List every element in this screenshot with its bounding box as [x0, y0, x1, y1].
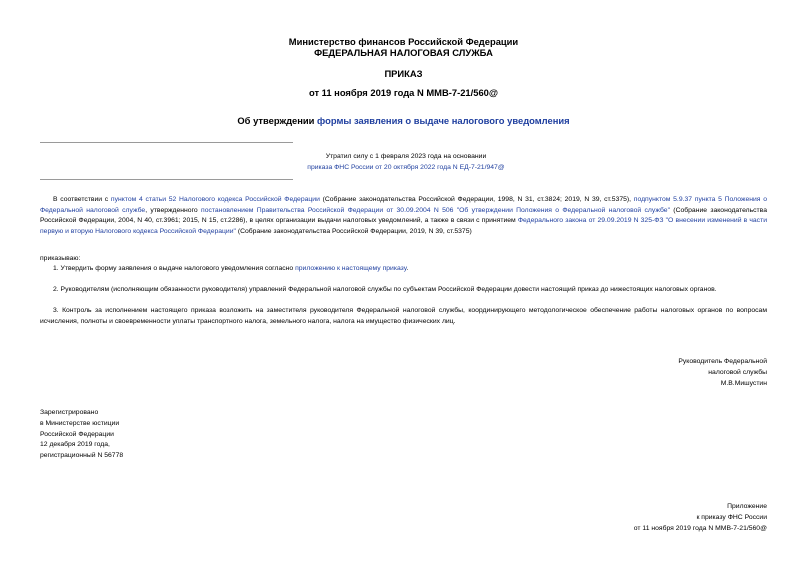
order-word: приказываю: — [40, 255, 81, 262]
signature-line-1: Руководитель Федеральной — [678, 358, 767, 365]
registration-block — [40, 408, 123, 462]
appendix-block — [634, 501, 767, 534]
preamble-text-3: , утвержденного — [145, 206, 202, 214]
signature-line-2: налоговой службы — [708, 369, 767, 376]
divider-top — [40, 142, 293, 143]
appendix-line-2: к приказу ФНС России — [696, 514, 767, 521]
ministry-name: Министерство финансов Российской Федерации — [288, 36, 519, 47]
registration-line-4: 12 декабря 2019 года, — [40, 441, 110, 449]
registration-line-2: в Министерстве юстиции — [40, 419, 120, 427]
order-item-1 — [53, 264, 408, 274]
preamble-link-federal-law[interactable]: Федерального закона от 29.09.2019 N 325-ФЗ "О внесении изменений в части первую и вторую Налогового кодекса Российской Федерации" — [40, 217, 767, 236]
document-title — [0, 115, 807, 126]
registration-line-5: регистрационный N 56778 — [40, 452, 124, 460]
document-date-number: от 11 ноября 2019 года N ММВ-7-21/560@ — [308, 87, 499, 98]
document-type: ПРИКАЗ — [384, 68, 423, 79]
item-1-text: 1. Утвердить форму заявления о выдаче налогового уведомления согласно — [53, 265, 296, 272]
preamble-text-2: (Собрание законодательства Российской Федерации, 1998, N 31, ст.3824; 2019, N 39, ст.5375), — [319, 196, 634, 203]
preamble-link-regulation[interactable]: подпунктом 5.9.37 пункта 5 Положения о Федеральной налоговой службе — [40, 196, 767, 214]
preamble-link-tax-code[interactable]: пунктом 4 статьи 52 Налогового кодекса Российской Федерации — [110, 196, 320, 203]
service-name: ФЕДЕРАЛЬНАЯ НАЛОГОВАЯ СЛУЖБА — [314, 47, 493, 58]
preamble-text-1: В соответствии с — [53, 196, 111, 203]
status-note — [293, 151, 519, 173]
item-1-appendix-link[interactable]: приложению к настоящему приказу — [295, 265, 407, 272]
title-link[interactable]: формы заявления о выдаче налогового уведомления — [317, 115, 570, 126]
item-1-end: . — [406, 265, 409, 272]
signature-name: М.В.Мишустин — [720, 380, 767, 387]
appendix-line-3: от 11 ноября 2019 года N ММВ-7-21/560@ — [633, 525, 767, 532]
order-item-2: 2. Руководителям (исполняющим обязанности руководителя) управлений Федеральной налоговой службы по субъектам Российской Федерации довести настоящий приказ до нижестоящих налоговых органов. — [53, 286, 717, 293]
preamble-text-4: (Собрание законодательства Российской Федерации, 2004, N 40, ст.3961; 2015, N 15, ст.2286), в целях организации выдачи налоговых уведомлений, а также в связи с принятием — [40, 206, 767, 225]
order-item-3: 3. Контроль за исполнением настоящего приказа возложить на заместителя руководителя Федеральной налоговой службы, координирующего методологическое обеспечение работы налоговых органов по вопросам исчисления, полноты и своевременности уплаты транспортного налога, земельного налога, налога на имущество физических лиц. — [40, 307, 767, 325]
registration-line-3: Российской Федерации — [40, 430, 114, 438]
preamble-link-resolution[interactable]: постановлением Правительства Российской Федерации от 30.09.2004 N 506 "Об утверждении Положения о Федеральной налоговой службе" — [201, 206, 670, 214]
status-note-link[interactable]: приказа ФНС России от 20 октября 2022 года N ЕД-7-21/947@ — [307, 164, 505, 171]
appendix-line-1: Приложение — [727, 503, 767, 510]
divider-bottom — [40, 179, 293, 180]
preamble-paragraph — [40, 195, 767, 238]
registration-line-1: Зарегистрировано — [40, 409, 99, 416]
signature-block — [678, 356, 767, 389]
title-prefix: Об утверждении — [237, 115, 318, 126]
status-note-text: Утратил силу с 1 февраля 2023 года на основании — [325, 153, 487, 160]
preamble-text-5: (Собрание законодательства Российской Федерации, 2019, N 39, ст.5375) — [235, 228, 472, 236]
